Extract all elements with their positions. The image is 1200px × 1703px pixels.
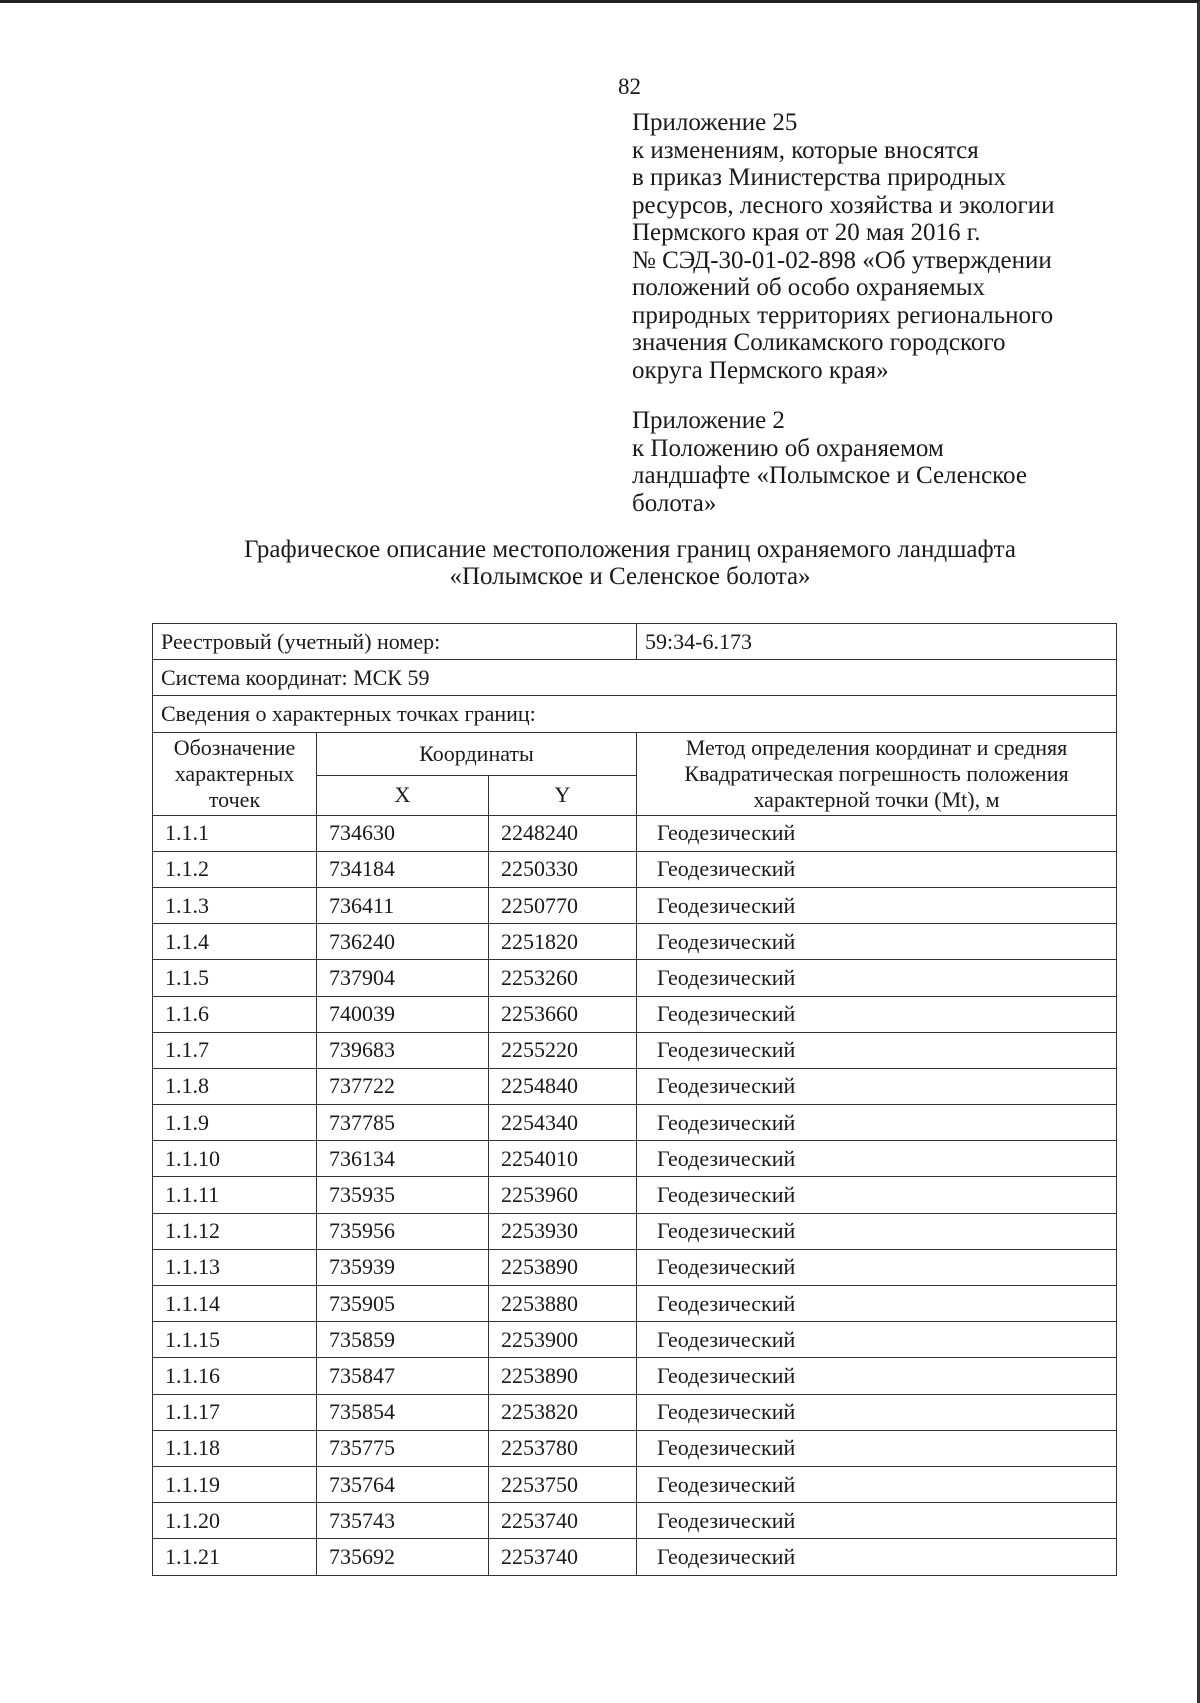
table-row: [153, 1249, 1117, 1285]
table-row: [153, 1430, 1117, 1466]
point-cell: 1.1.7: [153, 1032, 317, 1068]
y-cell: 2253740: [489, 1503, 637, 1539]
method-cell: Геодезический: [637, 1286, 1117, 1322]
table-row: [153, 1322, 1117, 1358]
x-cell: 735905: [317, 1286, 489, 1322]
x-cell: 734630: [317, 815, 489, 851]
appendix-25-line: Приложение 25: [632, 109, 798, 136]
y-cell: 2253260: [489, 960, 637, 996]
y-cell: 2251820: [489, 924, 637, 960]
table-row: [153, 924, 1117, 960]
header-coordinates: Координаты: [317, 732, 637, 775]
y-cell: 2253820: [489, 1394, 637, 1430]
appendix-2-line: Приложение 2: [632, 407, 785, 434]
y-cell: 2253750: [489, 1466, 637, 1502]
point-cell: 1.1.20: [153, 1503, 317, 1539]
x-cell: 734184: [317, 851, 489, 887]
y-cell: 2254340: [489, 1105, 637, 1141]
y-cell: 2253880: [489, 1286, 637, 1322]
table-row: [153, 815, 1117, 851]
table-row: [153, 1213, 1117, 1249]
y-cell: 2253900: [489, 1322, 637, 1358]
point-cell: 1.1.8: [153, 1068, 317, 1104]
x-cell: 735775: [317, 1430, 489, 1466]
method-cell: Геодезический: [637, 1503, 1117, 1539]
method-cell: Геодезический: [637, 1249, 1117, 1285]
x-cell: 735956: [317, 1213, 489, 1249]
y-cell: 2253660: [489, 996, 637, 1032]
points-info-text: Сведения о характерных точках границ:: [153, 696, 1117, 732]
point-cell: 1.1.13: [153, 1249, 317, 1285]
x-cell: 737722: [317, 1068, 489, 1104]
x-cell: 735847: [317, 1358, 489, 1394]
x-cell: 735743: [317, 1503, 489, 1539]
appendix-25-line: к изменениям, которые вносятся: [632, 136, 979, 164]
point-cell: 1.1.6: [153, 996, 317, 1032]
y-cell: 2254010: [489, 1141, 637, 1177]
header-x: X: [317, 775, 489, 815]
y-cell: 2250330: [489, 851, 637, 887]
table-header-row: [153, 732, 1117, 775]
method-cell: Геодезический: [637, 1213, 1117, 1249]
point-cell: 1.1.10: [153, 1141, 317, 1177]
header-method: Метод определения координат и средняя Квадратическая погрешность положения характерной точки (Mt), м: [637, 732, 1117, 815]
method-cell: Геодезический: [637, 1068, 1117, 1104]
method-cell: Геодезический: [637, 1466, 1117, 1502]
point-cell: 1.1.18: [153, 1430, 317, 1466]
page-number: 82: [618, 74, 641, 99]
x-cell: 735854: [317, 1394, 489, 1430]
table-row: [153, 1032, 1117, 1068]
appendix-2-line: болота»: [632, 489, 717, 517]
title-line-2: «Полымское и Селенское болота»: [449, 563, 811, 590]
method-cell: Геодезический: [637, 996, 1117, 1032]
x-cell: 736411: [317, 887, 489, 923]
table-row: [153, 1358, 1117, 1394]
x-cell: 740039: [317, 996, 489, 1032]
appendix-25-line: округа Пермского края»: [632, 356, 889, 384]
appendix-25-line: № СЭД-30-01-02-898 «Об утверждении: [632, 246, 1052, 274]
method-cell: Геодезический: [637, 1032, 1117, 1068]
appendix-25-line: положений об особо охраняемых: [632, 274, 986, 301]
table-row: [153, 960, 1117, 996]
x-cell: 739683: [317, 1032, 489, 1068]
point-cell: 1.1.17: [153, 1394, 317, 1430]
point-cell: 1.1.14: [153, 1286, 317, 1322]
table-row: [153, 1177, 1117, 1213]
appendix-25-line: значения Соликамского городского: [632, 329, 1006, 356]
method-cell: Геодезический: [637, 1177, 1117, 1213]
appendix-2-line: к Положению об охраняемом: [632, 434, 944, 462]
y-cell: 2255220: [489, 1032, 637, 1068]
table-row: [153, 1394, 1117, 1430]
point-cell: 1.1.2: [153, 851, 317, 887]
table-row: [153, 1105, 1117, 1141]
title-line-1: Графическое описание местоположения границ охраняемого ландшафта: [244, 536, 1016, 563]
point-cell: 1.1.21: [153, 1539, 317, 1575]
table-row: [153, 1141, 1117, 1177]
y-cell: 2253740: [489, 1539, 637, 1575]
document-title: [0, 536, 1200, 590]
point-cell: 1.1.15: [153, 1322, 317, 1358]
table-row: [153, 1539, 1117, 1575]
y-cell: 2250770: [489, 887, 637, 923]
point-cell: 1.1.1: [153, 815, 317, 851]
y-cell: 2253890: [489, 1249, 637, 1285]
coordinates-table: [152, 623, 1117, 1576]
x-cell: 736134: [317, 1141, 489, 1177]
x-cell: 736240: [317, 924, 489, 960]
table-row: [153, 1068, 1117, 1104]
y-cell: 2253960: [489, 1177, 637, 1213]
method-cell: Геодезический: [637, 1430, 1117, 1466]
point-cell: 1.1.19: [153, 1466, 317, 1502]
x-cell: 737785: [317, 1105, 489, 1141]
method-cell: Геодезический: [637, 887, 1117, 923]
appendix-2-line: ландшафте «Полымское и Селенское: [632, 462, 1027, 489]
points-info-row: [153, 696, 1117, 732]
x-cell: 735692: [317, 1539, 489, 1575]
method-cell: Геодезический: [637, 1322, 1117, 1358]
method-cell: Геодезический: [637, 1539, 1117, 1575]
y-cell: 2253780: [489, 1430, 637, 1466]
method-cell: Геодезический: [637, 924, 1117, 960]
method-cell: Геодезический: [637, 815, 1117, 851]
coord-system-row: [153, 660, 1117, 696]
point-cell: 1.1.12: [153, 1213, 317, 1249]
coord-system-text: Система координат: МСК 59: [153, 660, 1117, 696]
method-cell: Геодезический: [637, 1394, 1117, 1430]
method-cell: Геодезический: [637, 960, 1117, 996]
registry-value: 59:34-6.173: [637, 624, 1117, 660]
appendix-25-line: Пермского края от 20 мая 2016 г.: [632, 219, 981, 246]
table-row: [153, 1466, 1117, 1502]
header-point: Обозначение характерных точек: [153, 732, 317, 815]
x-cell: 735935: [317, 1177, 489, 1213]
method-cell: Геодезический: [637, 1358, 1117, 1394]
appendix-25-block: [632, 109, 1054, 384]
point-cell: 1.1.9: [153, 1105, 317, 1141]
table-row: [153, 1503, 1117, 1539]
method-cell: Геодезический: [637, 851, 1117, 887]
registry-row: [153, 624, 1117, 660]
point-cell: 1.1.4: [153, 924, 317, 960]
x-cell: 735859: [317, 1322, 489, 1358]
y-cell: 2253930: [489, 1213, 637, 1249]
point-cell: 1.1.16: [153, 1358, 317, 1394]
method-cell: Геодезический: [637, 1141, 1117, 1177]
registry-label: Реестровый (учетный) номер:: [153, 624, 637, 660]
appendix-25-line: природных территориях регионального: [632, 301, 1054, 329]
y-cell: 2254840: [489, 1068, 637, 1104]
x-cell: 737904: [317, 960, 489, 996]
table-row: [153, 996, 1117, 1032]
y-cell: 2248240: [489, 815, 637, 851]
point-cell: 1.1.5: [153, 960, 317, 996]
method-cell: Геодезический: [637, 1105, 1117, 1141]
header-y: Y: [489, 775, 637, 815]
appendix-25-line: ресурсов, лесного хозяйства и экологии: [632, 191, 1055, 219]
appendix-25-line: в приказ Министерства природных: [632, 164, 1007, 191]
y-cell: 2253890: [489, 1358, 637, 1394]
table-row: [153, 851, 1117, 887]
table-row: [153, 1286, 1117, 1322]
x-cell: 735939: [317, 1249, 489, 1285]
appendix-2-block: [632, 407, 1027, 517]
table-row: [153, 887, 1117, 923]
x-cell: 735764: [317, 1466, 489, 1502]
point-cell: 1.1.11: [153, 1177, 317, 1213]
point-cell: 1.1.3: [153, 887, 317, 923]
